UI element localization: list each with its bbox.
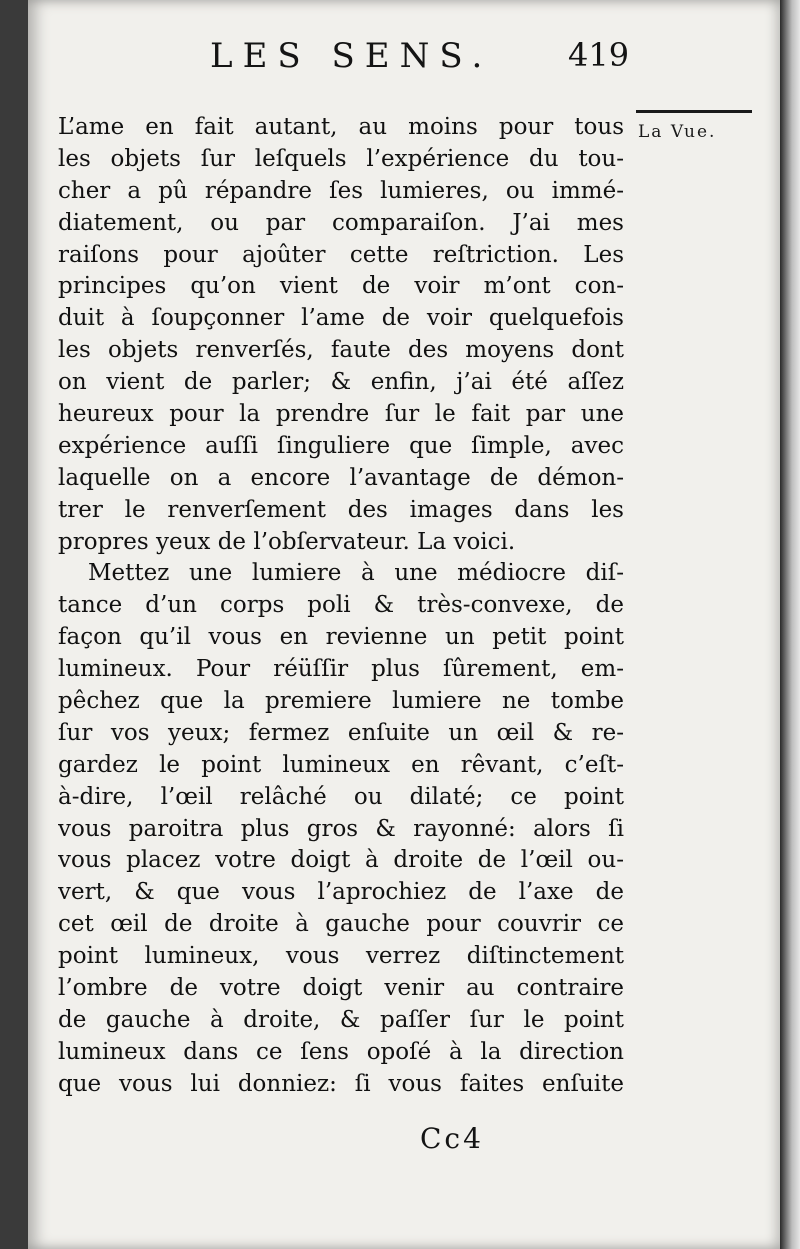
text-line: cher a pû répandre ſes lumieres, ou immé- xyxy=(58,177,624,204)
text-line: vous paroitra plus gros & rayonné: alors ſi xyxy=(58,815,624,842)
text-line: l’ombre de votre doigt venir au contraire xyxy=(58,975,624,1002)
text-line: heureux pour la prendre ſur le fait par une xyxy=(58,401,624,428)
text-line: propres yeux de l’obſervateur. La voici. xyxy=(58,528,516,555)
book-page xyxy=(28,0,780,1249)
body-text xyxy=(58,112,624,1101)
text-line: lumineux. Pour réüſſir plus ſûrement, em- xyxy=(58,656,624,683)
text-line: duit à ſoupçonner l’ame de voir quelquefois xyxy=(58,305,624,332)
running-title: LES SENS. xyxy=(210,36,493,76)
text-line: vert, & que vous l’aprochiez de l’axe de xyxy=(58,879,624,906)
page-header xyxy=(28,36,780,86)
text-line: façon qu’il vous en revienne un petit point xyxy=(58,624,624,651)
text-line: gardez le point lumineux en rêvant, c’eſt- xyxy=(58,751,624,778)
text-line: ſur vos yeux; fermez enſuite un œil & re- xyxy=(58,719,624,746)
text-line: que vous lui donniez: ſi vous faites enſuite xyxy=(58,1070,624,1097)
text-line: les objets renverſés, faute des moyens dont xyxy=(58,337,624,364)
text-line: L’ame en fait autant, au moins pour tous xyxy=(58,114,624,140)
text-line: diatement, ou par comparaiſon. J’ai mes xyxy=(58,209,624,236)
text-line: de gauche à droite, & paſſer ſur le point xyxy=(58,1006,624,1033)
text-line: raiſons pour ajoûter cette reſtriction. Les xyxy=(58,241,624,268)
text-line: on vient de parler; & enfin, j’ai été aſſez xyxy=(58,369,624,396)
text-line: expérience auſſi ſinguliere que ſimple, avec xyxy=(58,432,624,459)
signature-mark: Cc4 xyxy=(420,1122,484,1155)
text-line: laquelle on a encore l’avantage de démon- xyxy=(58,464,624,491)
text-line: principes qu’on vient de voir m’ont con- xyxy=(58,273,624,300)
text-line: trer le renverſement des images dans les xyxy=(58,496,624,523)
text-line: point lumineux, vous verrez diſtinctement xyxy=(58,943,624,970)
text-line: Mettez une lumiere à une médiocre diſ- xyxy=(88,560,624,587)
margin-note: La Vue. xyxy=(638,122,717,142)
text-line: vous placez votre doigt à droite de l’œil ou- xyxy=(58,847,624,874)
page-number: 419 xyxy=(568,36,630,74)
text-line: tance d’un corps poli & très-convexe, de xyxy=(58,592,624,619)
text-line: cet œil de droite à gauche pour couvrir ce xyxy=(58,911,624,938)
text-line: à-dire, l’œil relâché ou dilaté; ce point xyxy=(58,783,624,810)
text-line: les objets ſur leſquels l’expérience du tou- xyxy=(58,145,624,172)
text-line: pêchez que la premiere lumiere ne tombe xyxy=(58,688,624,715)
margin-rule xyxy=(636,110,752,113)
scan-edge xyxy=(780,0,800,1249)
text-line: lumineux dans ce ſens opoſé à la direction xyxy=(58,1038,624,1065)
